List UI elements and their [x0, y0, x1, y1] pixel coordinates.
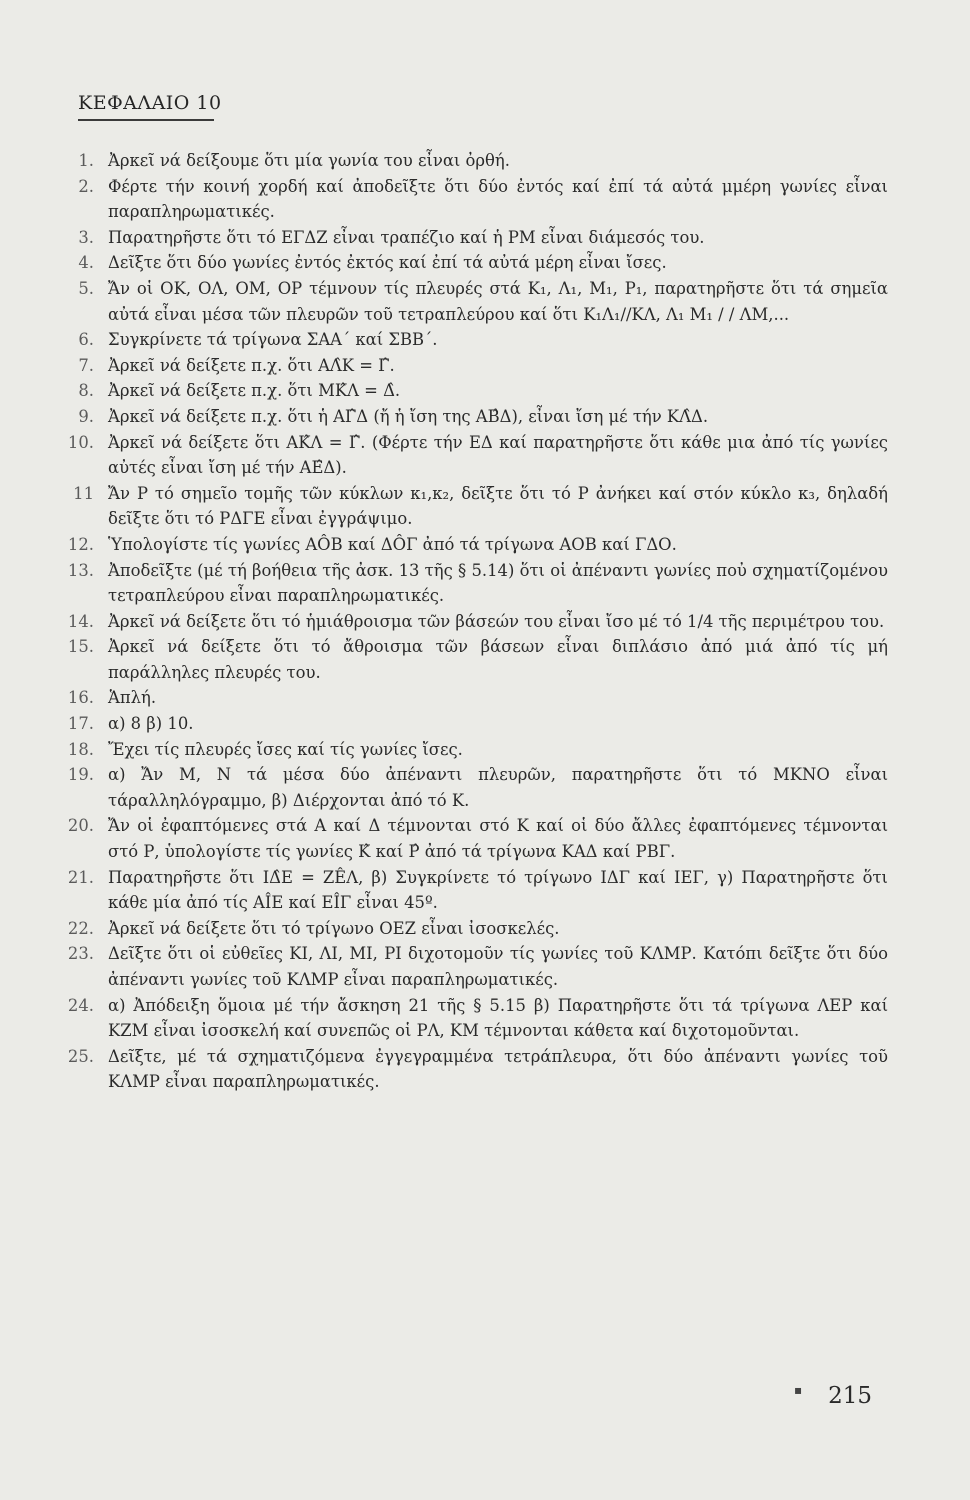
- exercise-text: Ἔχει τίς πλευρές ἴσες καί τίς γωνίες ἴσες.: [108, 739, 463, 759]
- exercise-item: [58, 174, 888, 225]
- exercise-number: 12.: [67, 534, 94, 554]
- exercise-text: Παρατηρῆστε ὅτι τό ΕΓΔΖ εἶναι τραπέζιο καί ἡ ΡΜ εἶναι διάμεσός του.: [108, 227, 705, 247]
- exercise-number: 7.: [78, 355, 94, 375]
- exercise-text: Ἀρκεῖ νά δείξετε ὅτι τό ἡμιάθροισμα τῶν βάσεών του εἶναι ἴσο μέ τό 1/4 τῆς περιμέτρου του.: [108, 611, 885, 631]
- chapter-heading: ΚΕΦΑΛΑΙΟ 10: [78, 92, 222, 114]
- exercise-text: Ἀρκεῖ νά δείξετε ὅτι ΑΚ̂Λ = Γ̂. (Φέρτε τήν ΕΔ καί παρατηρῆστε ὅτι κάθε μια ἀπό τίς γωνίες αὐτές εἶναι ἴση μέ τήν ΑΕ̂Δ).: [108, 432, 888, 478]
- exercise-number: 8.: [78, 381, 94, 401]
- exercise-item: [58, 148, 888, 174]
- exercise-item: [58, 813, 888, 864]
- exercise-item: [58, 916, 888, 942]
- exercise-text: Ἀρκεῖ νά δείξουμε ὅτι μία γωνία του εἶναι ὀρθή.: [108, 151, 510, 170]
- exercise-item: [58, 225, 888, 251]
- exercise-text: Ἄν Ρ τό σημεῖο τομῆς τῶν κύκλων κ₁,κ₂, δεῖξτε ὅτι τό Ρ ἀνήκει καί στόν κύκλο κ₃, δηλαδή δεῖξτε ὅτι τό ΡΔΓΕ εἶναι ἐγγράψιμο.: [108, 483, 888, 529]
- exercise-item: [58, 353, 888, 379]
- exercise-text: Δεῖξτε, μέ τά σχηματιζόμενα ἐγγεγραμμένα τετράπλευρα, ὅτι δύο ἀπέναντι γωνίες τοῦ ΚΛΜΡ εἶναι παραπληρωματικές.: [108, 1046, 888, 1092]
- exercise-text: Φέρτε τήν κοινή χορδή καί ἀποδεῖξτε ὅτι δύο ἐντός καί ἐπί τά αὐτά μμέρη γωνίες εἶναι παραπληρωματικές.: [108, 176, 888, 222]
- exercise-hints-list: [58, 148, 888, 1095]
- exercise-item: [58, 404, 888, 430]
- exercise-item: [58, 327, 888, 353]
- exercise-text: α) 8 β) 10.: [108, 714, 194, 734]
- exercise-item: [58, 430, 888, 481]
- exercise-item: [58, 685, 888, 711]
- exercise-number: 13.: [67, 560, 94, 580]
- exercise-text: Ἀποδεῖξτε (μέ τή βοήθεια τῆς ἀσκ. 13 τῆς § 5.14) ὅτι οἱ ἀπέναντι γωνίες ποὐ σχηματίζομένου τετραπλεύρου εἶναι παραπληρωματικές.: [108, 560, 888, 606]
- exercise-text: Παρατηρῆστε ὅτι ΙΔ̂Ε = ΖÊΛ, β) Συγκρίνετε τό τρίγωνο ΙΔΓ καί ΙΕΓ, γ) Παρατηρῆστε ὅτι κάθε μία ἀπό τίς ΑÎΕ καί ΕÎΓ εἶναι 45º.: [108, 867, 888, 913]
- exercise-text: Δεῖξτε ὅτι δύο γωνίες ἐντός ἐκτός καί ἐπί τά αὐτά μέρη εἶναι ἴσες.: [108, 253, 667, 273]
- exercise-number: 22.: [67, 918, 94, 938]
- exercise-item: [58, 481, 888, 532]
- exercise-number: 9.: [78, 406, 94, 426]
- chapter-underline: [78, 119, 214, 121]
- exercise-text: α) Ἄν Μ, Ν τά μέσα δύο ἀπέναντι πλευρῶν, παρατηρῆστε ὅτι τό ΜΚΝΟ εἶναι τάραλληλόγραμμο, β) Διέρχονται ἀπό τό Κ.: [108, 765, 888, 810]
- exercise-number: 6.: [78, 330, 94, 350]
- exercise-item: [58, 865, 888, 916]
- page-number: 215: [828, 1383, 872, 1409]
- exercise-number: 25.: [67, 1046, 94, 1066]
- exercise-text: Ἄν οἱ ΟΚ, ΟΛ, ΟΜ, ΟΡ τέμνουν τίς πλευρές στά Κ₁, Λ₁, Μ₁, Ρ₁, παρατηρῆστε ὅτι τά σημεῖα αὐτά εἶναι μέσα τῶν πλευρῶν τοῦ τετραπλεύρου καί ὅτι Κ₁Λ₁//ΚΛ, Λ₁ Μ₁ / / ΛΜ,...: [108, 278, 888, 324]
- exercise-number: 11: [73, 483, 94, 503]
- exercise-number: 10.: [67, 432, 94, 452]
- exercise-number: 2.: [78, 176, 94, 196]
- exercise-number: 18.: [67, 739, 94, 759]
- exercise-item: [58, 532, 888, 558]
- exercise-number: 20.: [67, 816, 94, 836]
- exercise-text: Ἀρκεῖ νά δείξετε ὅτι τό ἄθροισμα τῶν βάσεων εἶναι διπλάσιο ἀπό μιά ἀπό τίς μή παράλληλες πλευρές του.: [108, 637, 888, 682]
- exercise-item: [58, 1044, 888, 1095]
- exercise-item: [58, 250, 888, 276]
- exercise-item: [58, 378, 888, 404]
- exercise-item: [58, 711, 888, 737]
- exercise-item: [58, 762, 888, 813]
- exercise-item: [58, 609, 888, 635]
- exercise-text: Ἀρκεῖ νά δείξετε ὅτι τό τρίγωνο ΟΕΖ εἶναι ἰσοσκελές.: [108, 918, 560, 938]
- exercise-number: 16.: [67, 688, 94, 708]
- exercise-item: [58, 737, 888, 763]
- exercise-text: Ἀρκεῖ νά δείξετε π.χ. ὅτι ἡ ΑΓ̂Δ (ἤ ἡ ἴση της ΑΒ̂Δ), εἶναι ἴση μέ τήν ΚΛ̂Δ.: [108, 406, 709, 426]
- exercise-text: Ἄν οἱ ἐφαπτόμενες στά Α καί Δ τέμνονται στό Κ καί οἱ δύο ἄλλες ἐφαπτόμενες τέμνονται στό Ρ, ὑπολογίστε τίς γωνίες Κ̂ καί Ρ̂ ἀπό τά τρίγωνα ΚΑΔ καί ΡΒΓ.: [108, 816, 888, 862]
- print-mark-icon: ▪: [794, 1383, 803, 1397]
- exercise-number: 15.: [67, 637, 94, 657]
- exercise-number: 17.: [67, 714, 94, 734]
- exercise-text: Ἀρκεῖ νά δείξετε π.χ. ὅτι ΑΛ̂Κ = Γ̂.: [108, 355, 395, 375]
- exercise-item: [58, 634, 888, 685]
- exercise-number: 3.: [78, 227, 94, 247]
- exercise-number: 19.: [67, 765, 94, 785]
- exercise-number: 1.: [78, 151, 94, 170]
- exercise-text: Δεῖξτε ὅτι οἱ εὐθεῖες ΚΙ, ΛΙ, ΜΙ, ΡΙ διχοτομοῦν τίς γωνίες τοῦ ΚΛΜΡ. Κατόπι δεῖξτε ὅτι δύο ἀπέναντι γωνίες τοῦ ΚΛΜΡ εἶναι παραπληρωματικές.: [108, 944, 888, 989]
- exercise-text: Ὑπολογίστε τίς γωνίες ΑÔΒ καί ΔÔΓ ἀπό τά τρίγωνα ΑΟΒ καί ΓΔΟ.: [108, 534, 677, 554]
- exercise-number: 21.: [67, 867, 94, 887]
- exercise-number: 5.: [78, 278, 94, 298]
- exercise-text: α) Ἀπόδειξη ὅμοια μέ τήν ἄσκηση 21 τῆς § 5.15 β) Παρατηρῆστε ὅτι τά τρίγωνα ΛΕΡ καί ΚΖΜ εἶναι ἰσοσκελή καί συνεπῶς οἱ ΡΛ, ΚΜ τέμνονται κάθετα καί διχοτομοῦνται.: [108, 995, 888, 1041]
- exercise-number: 23.: [67, 944, 94, 964]
- exercise-text: Ἀρκεῖ νά δείξετε π.χ. ὅτι ΜΚ̂Λ = Δ̂.: [108, 381, 401, 401]
- exercise-number: 24.: [67, 995, 94, 1015]
- exercise-number: 14.: [67, 611, 94, 631]
- exercise-item: [58, 941, 888, 992]
- exercise-number: 4.: [78, 253, 94, 273]
- exercise-item: [58, 558, 888, 609]
- exercise-item: [58, 993, 888, 1044]
- exercise-item: [58, 276, 888, 327]
- exercise-text: Ἁπλή.: [108, 688, 157, 708]
- exercise-text: Συγκρίνετε τά τρίγωνα ΣΑΑ΄ καί ΣΒΒ΄.: [108, 330, 438, 350]
